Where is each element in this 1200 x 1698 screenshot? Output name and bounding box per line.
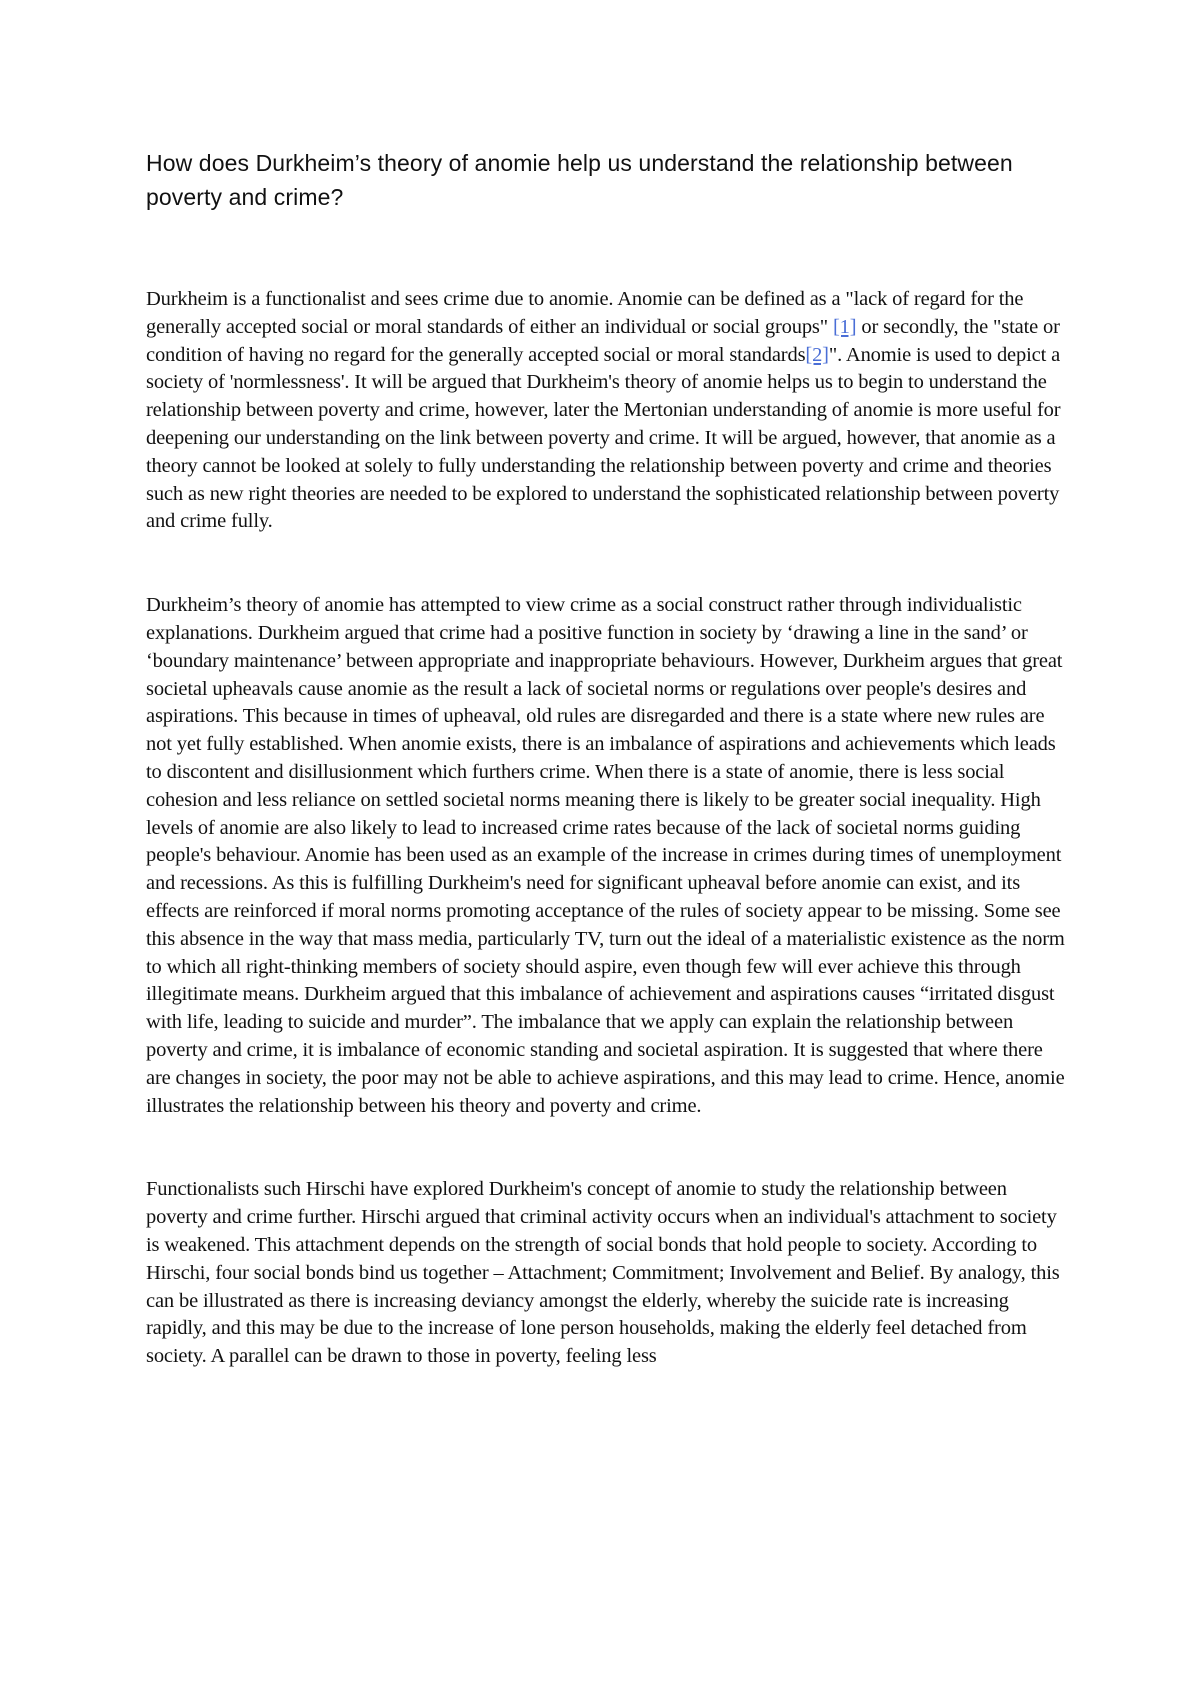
footnote-link-2[interactable]: [2] (805, 343, 829, 366)
paragraph-intro-text-3: ". Anomie is used to depict a society of 'normlessness'. It will be argued that Durkheim's theory of anomie helps us to begin to understand the relationship between poverty and crime, however, later the Mertonian understanding of anomie is more useful for deepening our understanding on the link between poverty and crime. It will be argued, however, that anomie as a theory cannot be looked at solely to fully understanding the relationship between poverty and crime and theories such as new right theories are needed to be explored to understand the sophisticated relationship between poverty and crime fully. (146, 343, 1061, 533)
paragraph-intro (146, 286, 1066, 536)
paragraph-durkheim-anomie: Durkheim’s theory of anomie has attempted to view crime as a social construct rather through individualistic explanations. Durkheim argued that crime had a positive function in society by ‘drawing a line in the sand’ or ‘boundary maintenance’ between appropriate and inappropriate behaviours. However, Durkheim argues that great societal upheavals cause anomie as the result a lack of societal norms or regulations over people's desires and aspirations. This because in times of upheaval, old rules are disregarded and there is a state where new rules are not yet fully established. When anomie exists, there is an imbalance of aspirations and achievements which leads to discontent and disillusionment which furthers crime. When there is a state of anomie, there is less social cohesion and less reliance on settled societal norms meaning there is likely to be greater social inequality. High levels of anomie are also likely to lead to increased crime rates because of the lack of societal norms guiding people's behaviour. Anomie has been used as an example of the increase in crimes during times of unemployment and recessions. As this is fulfilling Durkheim's need for significant upheaval before anomie can exist, and its effects are reinforced if moral norms promoting acceptance of the rules of society appear to be missing. Some see this absence in the way that mass media, particularly TV, turn out the ideal of a materialistic existence as the norm to which all right-thinking members of society should aspire, even though few will ever achieve this through illegitimate means. Durkheim argued that this imbalance of achievement and aspirations causes “irritated disgust with life, leading to suicide and murder”. The imbalance that we apply can explain the relationship between poverty and crime, it is imbalance of economic standing and societal aspiration. It is suggested that where there are changes in society, the poor may not be able to achieve aspirations, and this may lead to crime. Hence, anomie illustrates the relationship between his theory and poverty and crime. (146, 594, 1065, 1117)
paragraph-intro-text-1: Durkheim is a functionalist and sees crime due to anomie. Anomie can be defined as a "lack of regard for the generally accepted social or moral standards of either an individual or social groups" (146, 288, 1024, 338)
paragraph-hirschi: Functionalists such Hirschi have explored Durkheim's concept of anomie to study the relationship between poverty and crime further. Hirschi argued that criminal activity occurs when an individual's attachment to society is weakened. This attachment depends on the strength of social bonds that hold people to society. According to Hirschi, four social bonds bind us together – Attachment; Commitment; Involvement and Belief. By analogy, this can be illustrated as there is increasing deviancy amongst the elderly, whereby the suicide rate is increasing rapidly, and this may be due to the increase of lone person households, making the elderly feel detached from society. A parallel can be drawn to those in poverty, feeling less (146, 1178, 1060, 1368)
document-body (146, 146, 1066, 1371)
footnote-link-1[interactable]: [1] (832, 315, 857, 338)
essay-title: How does Durkheim’s theory of anomie help us understand the relationship between poverty and crime? (146, 150, 1013, 210)
paragraph-intro-text-2: or secondly, the "state or condition of having no regard for the generally accepted social or moral standards (146, 315, 1060, 366)
